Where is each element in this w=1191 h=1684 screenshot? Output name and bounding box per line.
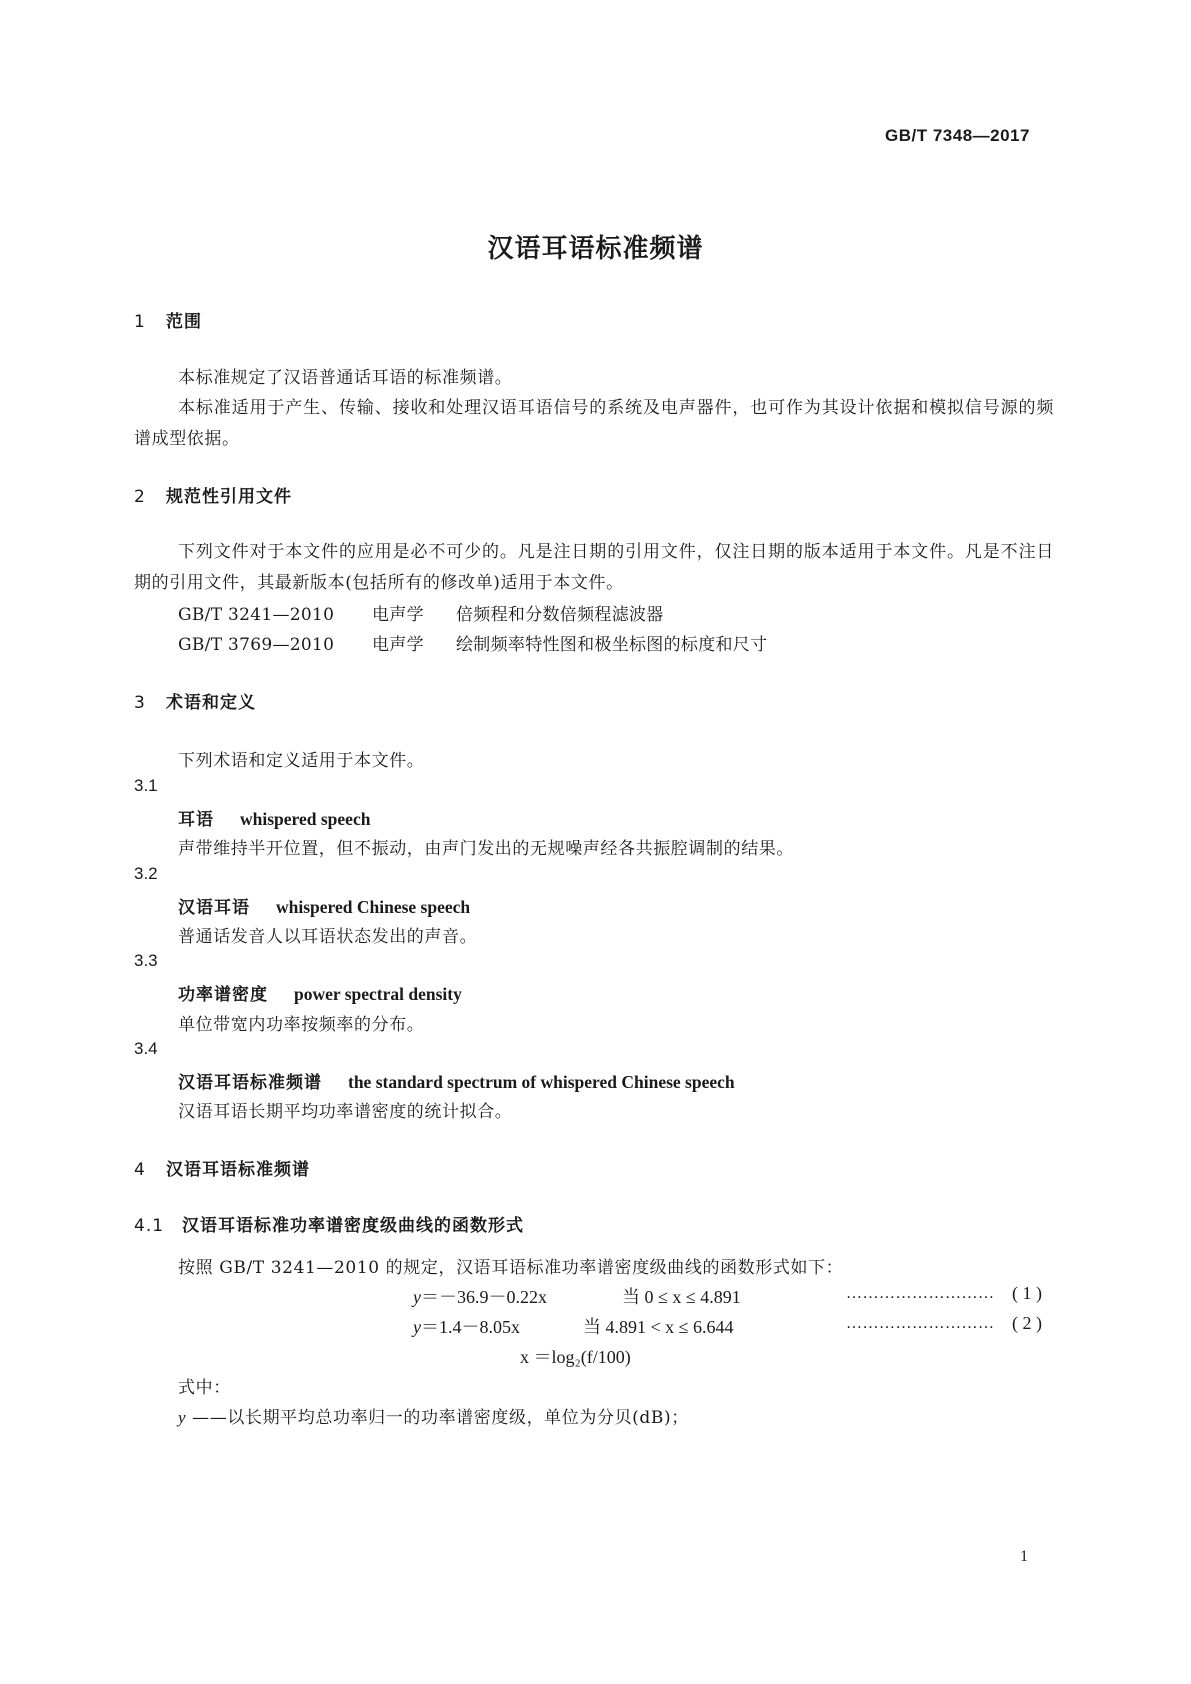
variable-definition-y bbox=[178, 1403, 689, 1428]
section-2-heading bbox=[134, 482, 292, 507]
term-english: the standard spectrum of whispered Chinese speech bbox=[348, 1072, 735, 1092]
term-english: whispered Chinese speech bbox=[276, 897, 471, 917]
section-number: 4 bbox=[134, 1160, 146, 1180]
term-heading bbox=[178, 893, 470, 918]
where-label: 式中： bbox=[178, 1378, 231, 1398]
section-3-intro: 下列术语和定义适用于本文件。 bbox=[178, 751, 425, 771]
section-title: 范围 bbox=[166, 312, 202, 332]
formula-intro: 按照 GB/T 3241—2010 的规定，汉语耳语标准功率谱密度级曲线的函数形式如下： bbox=[178, 1258, 844, 1278]
term-number: 3.4 bbox=[134, 1039, 158, 1058]
equation-1 bbox=[413, 1283, 547, 1309]
section-1-paragraph-1: 本标准规定了汉语普通话耳语的标准频谱。 bbox=[178, 368, 513, 388]
equation-2-condition: 当 4.891 < x ≤ 6.644 bbox=[583, 1317, 734, 1337]
subsection-title: 汉语耳语标准功率谱密度级曲线的函数形式 bbox=[182, 1216, 524, 1236]
term-chinese: 功率谱密度 bbox=[178, 985, 268, 1005]
reference-title: 绘制频率特性图和极坐标图的标度和尺寸 bbox=[456, 635, 768, 655]
section-number: 2 bbox=[134, 487, 146, 507]
equation-1-condition: 当 0 ≤ x ≤ 4.891 bbox=[622, 1287, 741, 1307]
equation-1-number: ( 1 ) bbox=[1012, 1283, 1042, 1303]
document-title: 汉语耳语标准频谱 bbox=[487, 234, 704, 264]
reference-title: 倍频程和分数倍频程滤波器 bbox=[456, 605, 664, 625]
page-number: 1 bbox=[1020, 1548, 1028, 1565]
subsection-number: 4.1 bbox=[134, 1216, 165, 1236]
section-title: 规范性引用文件 bbox=[166, 487, 292, 507]
reference-category: 电声学 bbox=[372, 605, 424, 625]
variable-description: ——以长期平均总功率归一的功率谱密度级，单位为分贝(dB)； bbox=[192, 1408, 689, 1428]
term-definition: 声带维持半开位置，但不振动，由声门发出的无规噪声经各共振腔调制的结果。 bbox=[178, 839, 794, 859]
section-title: 术语和定义 bbox=[166, 693, 256, 713]
term-definition: 单位带宽内功率按频率的分布。 bbox=[178, 1015, 425, 1035]
reference-category: 电声学 bbox=[372, 635, 424, 655]
term-definition: 汉语耳语长期平均功率谱密度的统计拟合。 bbox=[178, 1102, 513, 1122]
reference-code: GB/T 3769—2010 bbox=[178, 635, 335, 655]
subsection-4-1-heading bbox=[134, 1211, 524, 1236]
section-2-paragraph: 下列文件对于本文件的应用是必不可少的。凡是注日期的引用文件，仅注日期的版本适用于本文件。凡是不注日期的引用文件，其最新版本(包括所有的修改单)适用于本文件。 bbox=[134, 542, 1054, 593]
equation-2 bbox=[413, 1313, 520, 1339]
equation-lhs: y bbox=[413, 1287, 421, 1307]
section-4-heading bbox=[134, 1155, 310, 1180]
normative-reference bbox=[178, 600, 664, 625]
equation-lhs: y bbox=[413, 1317, 421, 1337]
normative-reference bbox=[178, 630, 767, 655]
equation-rhs: ＝－36.9－0.22x bbox=[421, 1287, 547, 1307]
term-definition: 普通话发音人以耳语状态发出的声音。 bbox=[178, 927, 478, 947]
equation-rhs: ＝1.4－8.05x bbox=[421, 1317, 520, 1337]
variable-symbol: y bbox=[178, 1408, 187, 1427]
term-number: 3.2 bbox=[134, 864, 158, 883]
term-heading bbox=[178, 1068, 735, 1093]
term-chinese: 耳语 bbox=[178, 810, 214, 830]
equation-2-number: ( 2 ) bbox=[1012, 1313, 1042, 1333]
term-english: whispered speech bbox=[240, 809, 371, 829]
term-english: power spectral density bbox=[294, 984, 462, 1004]
section-number: 1 bbox=[134, 312, 146, 332]
standard-number: GB/T 7348—2017 bbox=[885, 126, 1030, 145]
term-chinese: 汉语耳语 bbox=[178, 898, 250, 918]
term-heading bbox=[178, 805, 370, 830]
section-3-heading bbox=[134, 688, 256, 713]
section-1-paragraph-2: 本标准适用于产生、传输、接收和处理汉语耳语信号的系统及电声器件，也可作为其设计依据和模拟信号源的频谱成型依据。 bbox=[134, 398, 1054, 449]
equation-2-leader: ……………………… bbox=[846, 1315, 995, 1332]
equation-3: x ＝log₂(f/100) bbox=[520, 1347, 631, 1367]
term-heading bbox=[178, 980, 462, 1005]
term-chinese: 汉语耳语标准频谱 bbox=[178, 1073, 322, 1093]
section-number: 3 bbox=[134, 693, 146, 713]
section-title: 汉语耳语标准频谱 bbox=[166, 1160, 310, 1180]
equation-1-leader: ……………………… bbox=[846, 1285, 995, 1302]
reference-code: GB/T 3241—2010 bbox=[178, 605, 335, 625]
section-1-heading bbox=[134, 307, 202, 332]
term-number: 3.1 bbox=[134, 776, 158, 795]
term-number: 3.3 bbox=[134, 951, 158, 970]
